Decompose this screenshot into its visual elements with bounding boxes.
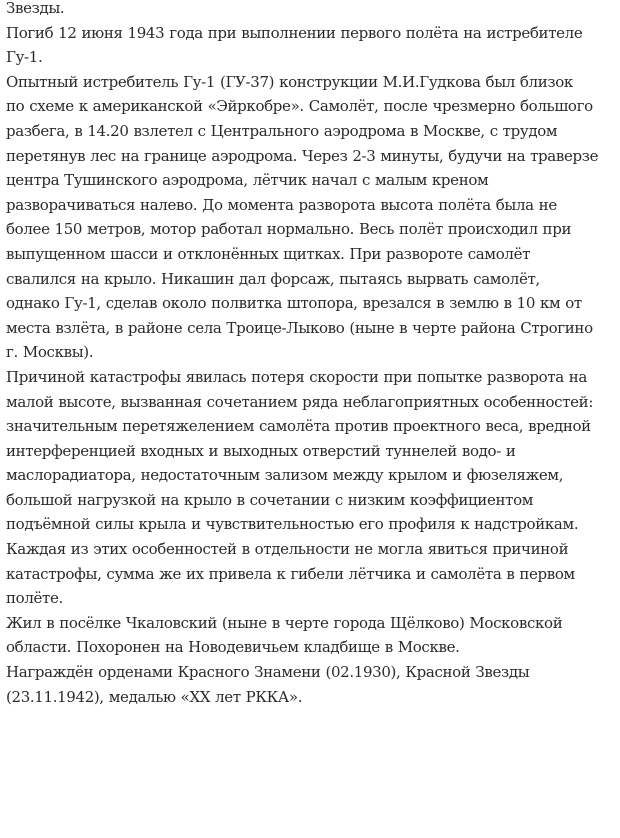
text-line: катастрофы, сумма же их привела к гибели лётчика и самолёта в первом [6,564,575,583]
text-line: Каждая из этих особенностей в отдельности не могла явиться причиной [6,540,569,559]
text-line: однако Гу-1, сделав около полвитка штопора, врезался в землю в 10 км от [6,294,582,313]
text-line: Звезды. [6,0,65,17]
text-line: центра Тушинского аэродрома, лётчик начал с малым креном [6,171,489,190]
text-line: интерференцией входных и выходных отверстий туннелей водо- и [6,441,516,460]
text-line: области. Похоронен на Новодевичьем кладбище в Москве. [6,638,460,657]
text-line: Погиб 12 июня 1943 года при выполнении первого полёта на истребителе [6,23,583,42]
text-line: значительным перетяжелением самолёта против проектного веса, вредной [6,417,591,436]
text-line: выпущенном шасси и отклонённых щитках. При развороте самолёт [6,244,531,263]
text-line: большой нагрузкой на крыло в сочетании с низким коэффициентом [6,490,534,509]
text-line: разбега, в 14.20 взлетел с Центрального аэродрома в Москве, с трудом [6,121,558,140]
text-line: Жил в посёлке Чкаловский (ныне в черте города Щёлково) Московской [6,613,563,632]
text-line: Опытный истребитель Гу-1 (ГУ-37) конструкции М.И.Гудкова был близок [6,72,573,91]
text-line: по схеме к американской «Эйркобре». Самолёт, после чрезмерно большого [6,97,593,116]
text-line: Причиной катастрофы явилась потеря скорости при попытке разворота на [6,367,588,386]
text-line: подъёмной силы крыла и чувствительностью его профиля к надстройкам. [6,515,579,534]
text-line: полёте. [6,589,63,608]
text-line: Гу-1. [6,48,43,67]
text-line: более 150 метров, мотор работал нормально. Весь полёт происходил при [6,220,572,239]
text-line: Награждён орденами Красного Знамени (02.1930), Красной Звезды [6,663,530,682]
text-line: места взлёта, в районе села Троице-Лыково (ныне в черте района Строгино [6,318,593,337]
text-line: разворачиваться налево. До момента разворота высота полёта была не [6,195,557,214]
text-line: перетянув лес на границе аэродрома. Через 2-3 минуты, будучи на траверзе [6,146,599,165]
text-line: (23.11.1942), медалью «XX лет РККА». [6,687,303,706]
text-line: малой высоте, вызванная сочетанием ряда неблагоприятных особенностей: [6,392,594,411]
text-line: свалился на крыло. Никашин дал форсаж, пытаясь вырвать самолёт, [6,269,540,288]
text-line: маслорадиатора, недостаточным зализом между крылом и фюзеляжем, [6,466,564,485]
text-line: г. Москвы). [6,343,94,362]
